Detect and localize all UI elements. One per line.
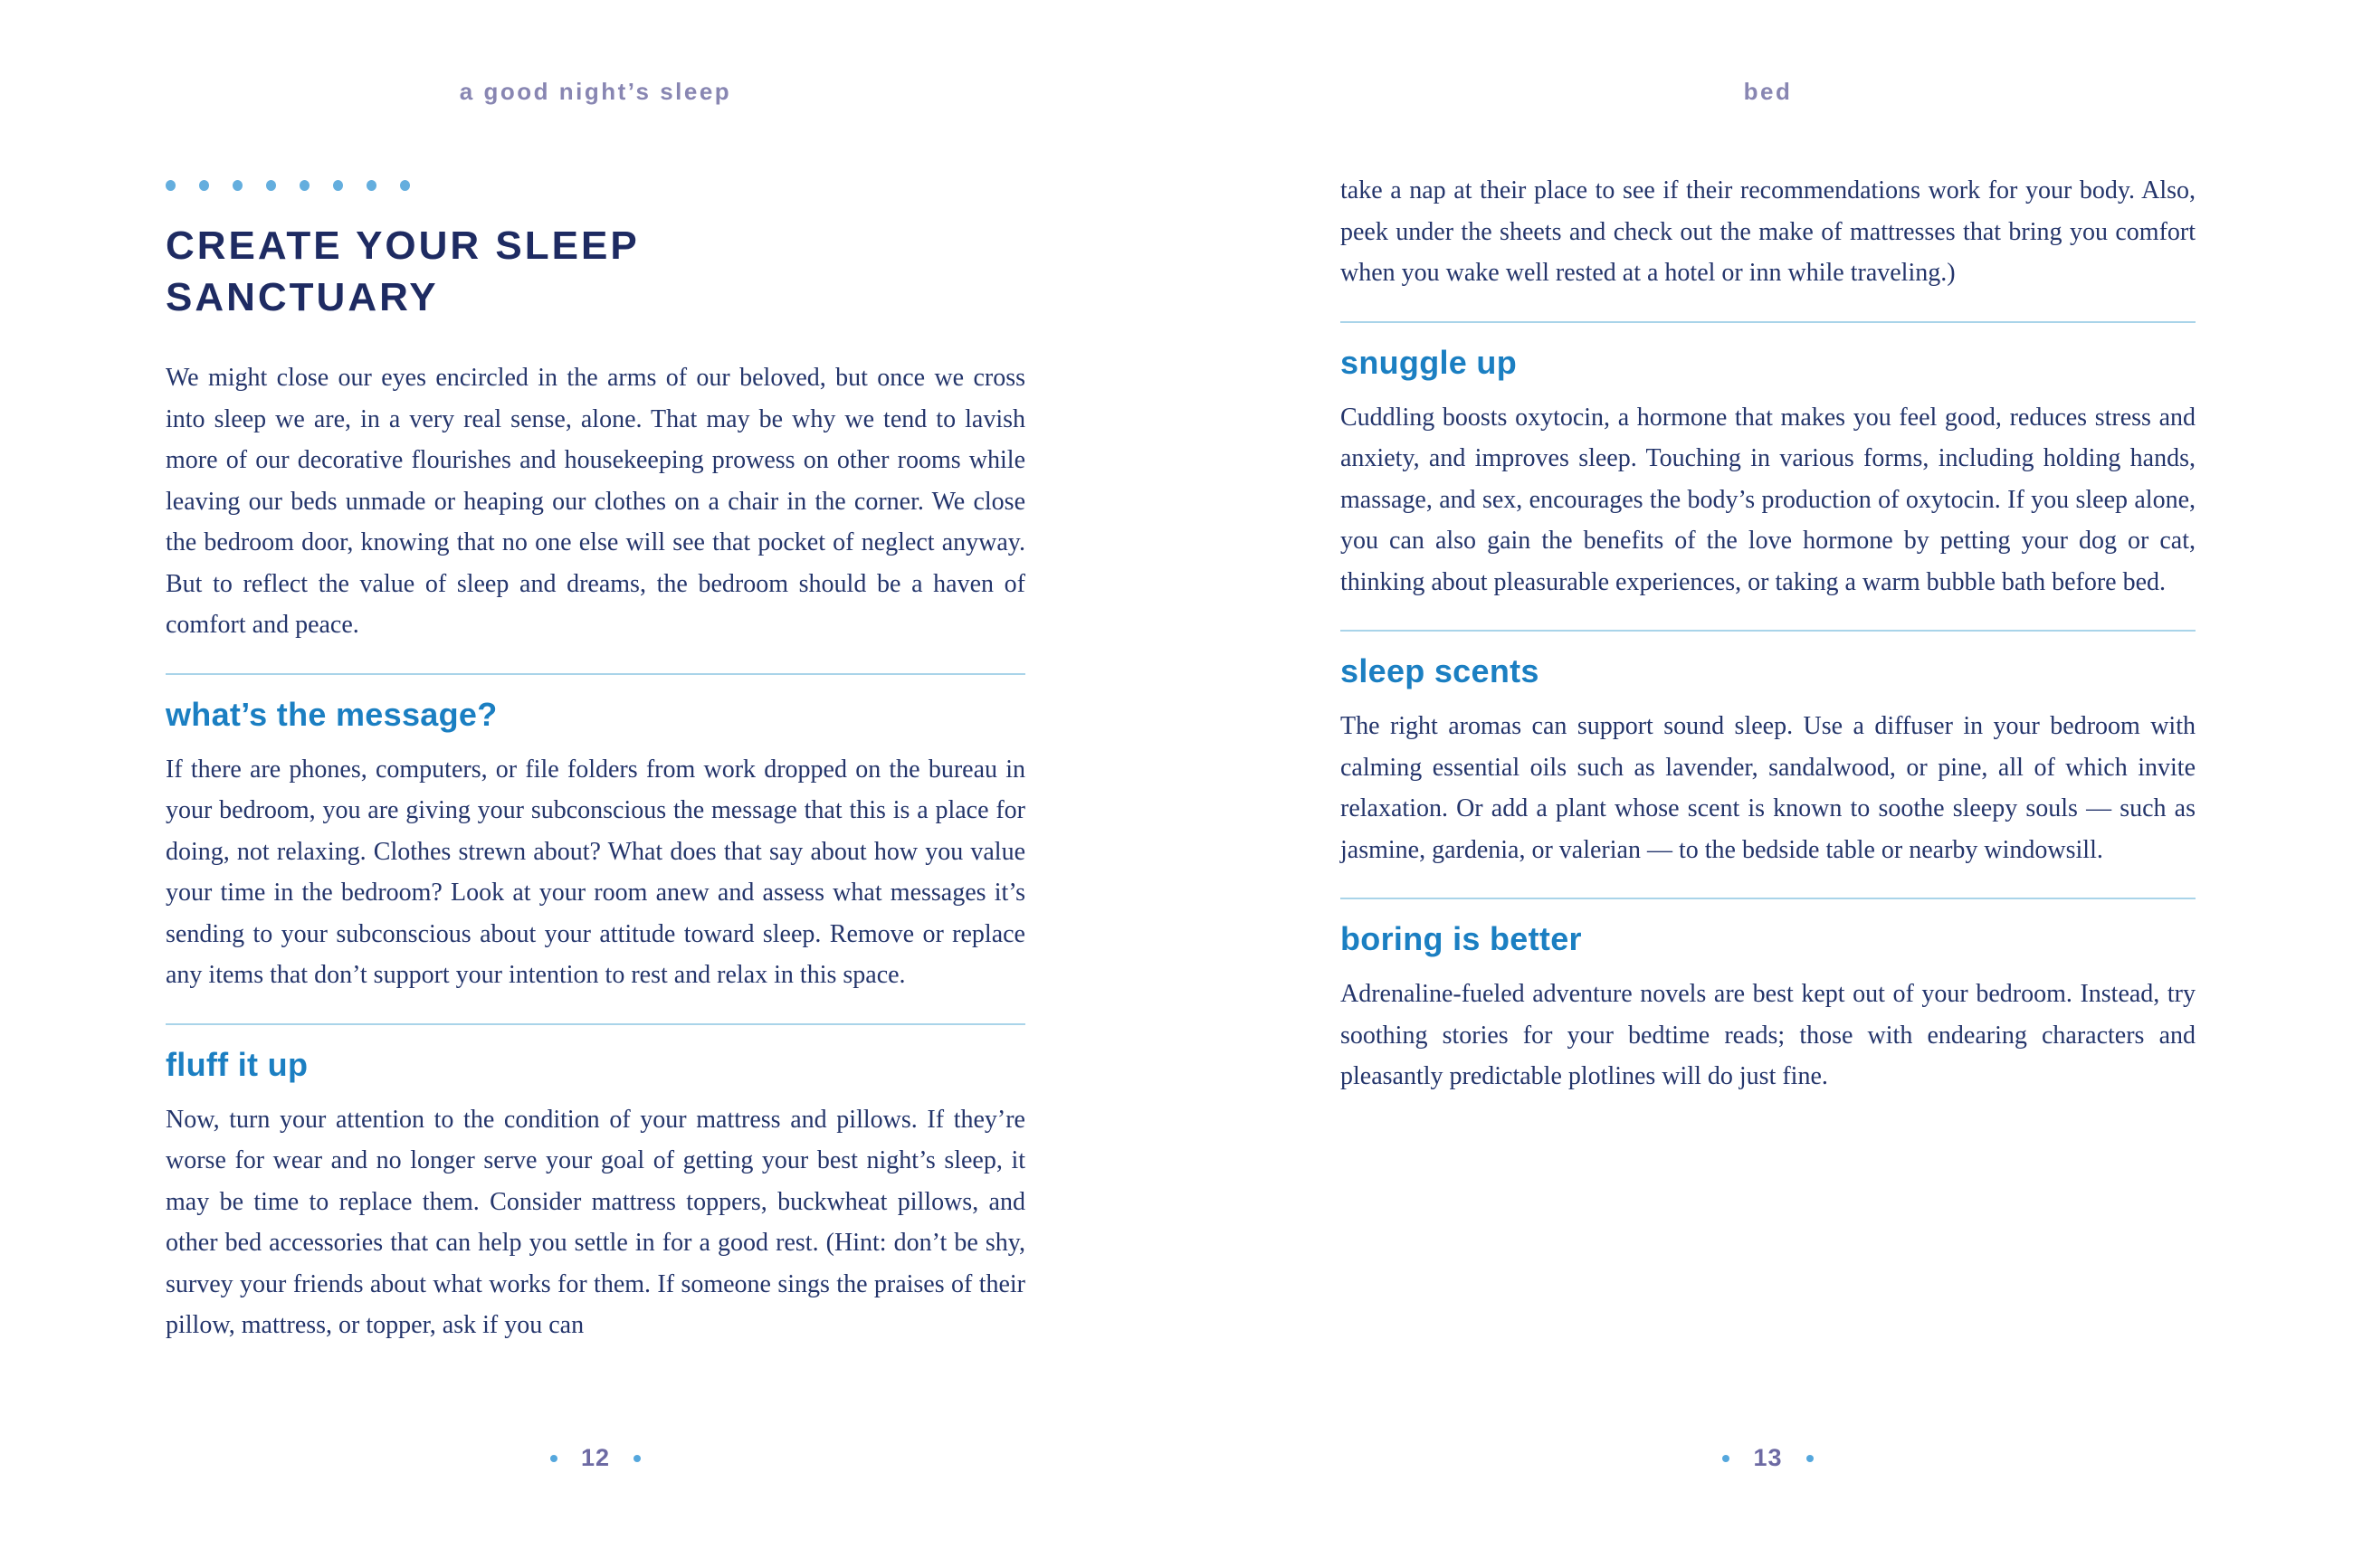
dot-ornament [166,180,176,191]
dot-ornament [400,180,410,191]
section-paragraph: The right aromas can support sound sleep. Use a diffuser in your bedroom with calming essential oils such as lavender, sandalwood, or pine, all of which invite relaxation. Or add a plant whose scent is known to soothe sleepy souls — such as jasmine, gardenia, or valerian — to the bedside table or nearby windowsill. [1340,712,2196,864]
intro-paragraph: We might close our eyes encircled in the arms of our beloved, but once we cross into sleep we are, in a very real sense, alone. That may be why we tend to lavish more of our decorative flourishes and housekeeping prowess on other rooms while leaving our beds unmade or heaping our clothes on a chair in the corner. We close the bedroom door, knowing that no one else will see that pocket of neglect anyway. But to reflect the value of sleep and dreams, the bedroom should be a haven of comfort and peace. [166,364,1025,639]
footer-dot [1806,1455,1814,1462]
section-paragraph: Now, turn your attention to the condition of your mattress and pillows. If they’re worse for wear and no longer serve your goal of getting your best night’s sleep, it may be time to replace them. Consider mattress toppers, buckwheat pillows, and other bed accessories that can help you settle in for a good rest. (Hint: don’t be shy, survey your friends about what works for them. If someone sings the praises of their pillow, mattress, or topper, ask if you can [166,1105,1025,1339]
page-number-right: 13 [1753,1444,1783,1471]
dot-ornament [266,180,276,191]
section-paragraph: If there are phones, computers, or file folders from work dropped on the bureau in your bedroom, you are giving your subconscious the message that this is a place for doing, not relaxing. Clothes strewn about? What does that say about how you value your time in the bedroom? Look at your room anew and assess what messages it’s sending to your subconscious about your attitude toward sleep. Remove or replace any items that don’t support your intention to rest and relax in this space. [166,755,1025,989]
page-number-left: 12 [580,1444,611,1471]
chapter-title: CREATE YOUR SLEEP SANCTUARY [166,223,639,319]
section-whats-the-message [166,673,1025,996]
page-right [1340,78,2196,1490]
section-paragraph: Cuddling boosts oxytocin, a hormone that makes you feel good, reduces stress and anxiety, and improves sleep. Touching in various forms, including holding hands, massage, and sex, encourages the body’s production of oxytocin. If you sleep alone, you can also gain the benefits of the love hormone by petting your dog or cat, thinking about pleasurable experiences, or taking a warm bubble bath before bed. [1340,403,2196,596]
section-fluff-it-up [166,1023,1025,1346]
section-divider [166,673,1025,675]
running-head-right: bed [1743,78,1793,105]
page-footer-left [166,1444,1025,1472]
running-head-left: a good night’s sleep [459,78,732,105]
section-heading: what’s the message? [166,695,498,733]
section-heading: snuggle up [1340,343,1517,381]
continuation-paragraph: take a nap at their place to see if their recommendations work for your body. Also, peek under the sheets and check out the make of mattresses that bring you comfort when you wake well rested at a hotel or inn while traveling.) [1340,176,2196,287]
section-heading: boring is better [1340,920,1582,957]
section-boring-is-better [1340,898,2196,1098]
dots-ornament [166,179,1025,191]
page-left [166,78,1025,1490]
section-divider [1340,321,2196,323]
section-divider [1340,898,2196,899]
section-snuggle-up [1340,321,2196,603]
section-heading: sleep scents [1340,652,1539,689]
dot-ornament [367,180,376,191]
section-divider [1340,630,2196,632]
dot-ornament [233,180,243,191]
footer-dot [550,1455,557,1462]
section-heading: fluff it up [166,1045,309,1083]
page-footer-right [1340,1444,2196,1472]
footer-dot [634,1455,641,1462]
section-paragraph: Adrenaline-fueled adventure novels are best kept out of your bedroom. Instead, try soothing stories for your bedtime reads; those with endearing characters and pleasantly predictable plotlines will do just fine. [1340,980,2196,1090]
footer-dot [1722,1455,1729,1462]
dot-ornament [199,180,209,191]
dot-ornament [333,180,343,191]
dot-ornament [300,180,310,191]
section-sleep-scents [1340,630,2196,870]
section-divider [166,1023,1025,1025]
